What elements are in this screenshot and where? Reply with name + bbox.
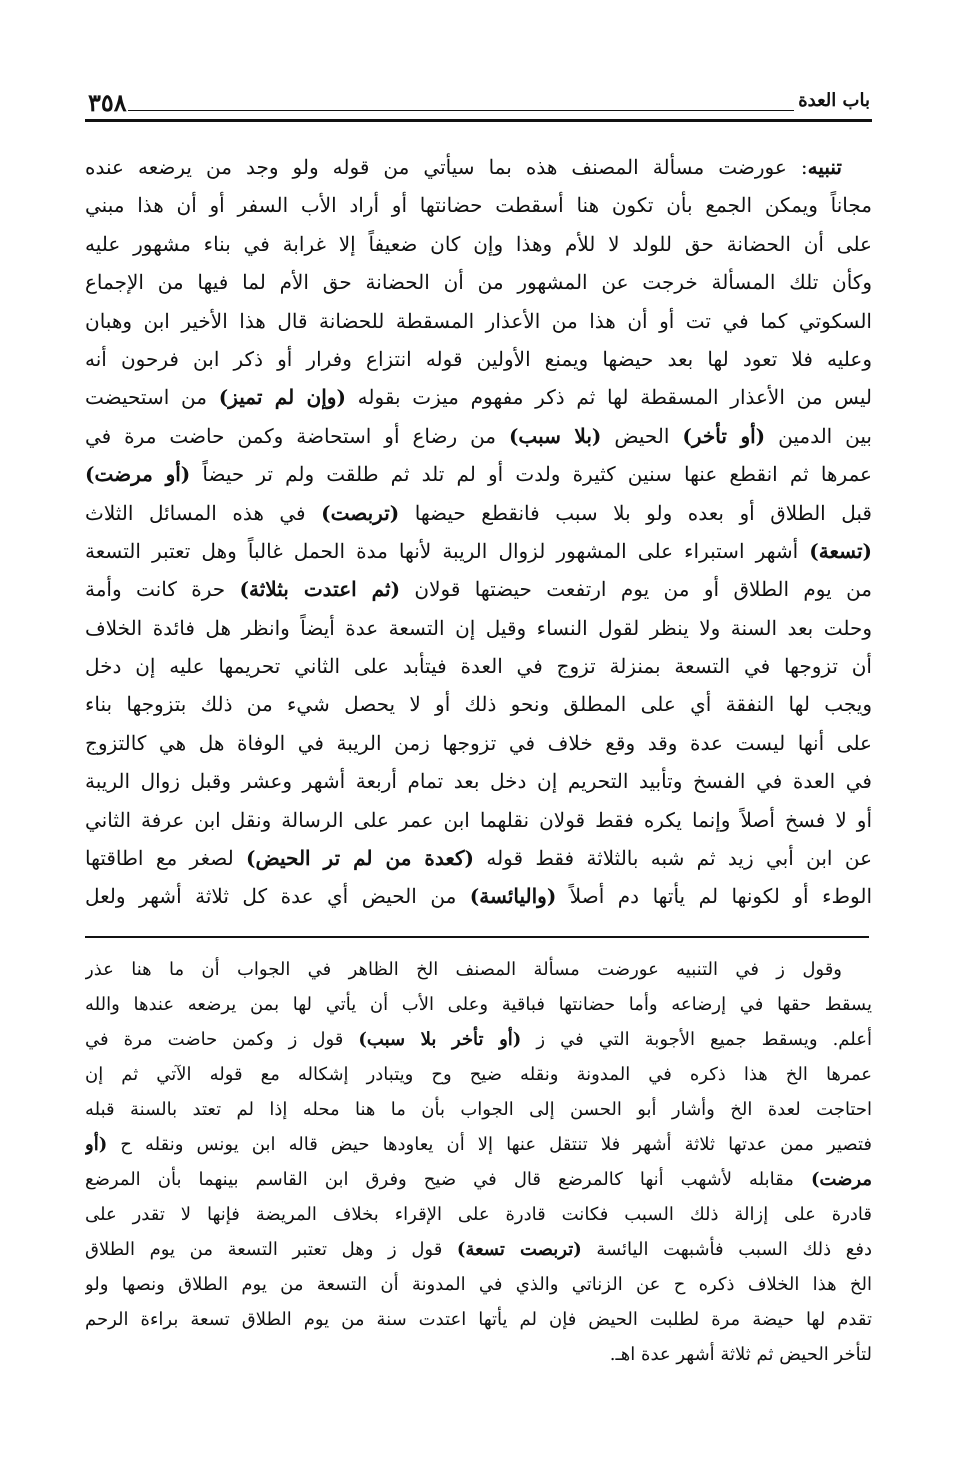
text-run: من رضاع أو استحاضة وكمن حاضت مرة في [85,423,509,448]
bold-quote: مرضت) [810,1169,872,1190]
header-rule-thick [85,119,872,122]
bold-quote: (أو مرضت) [85,462,191,487]
text-run: وقول ز في التنبيه عورضت مسألة المصنف الخ الظاهر في الجواب أن ما هنا عذر [85,959,842,980]
text-run: دفع ذلك السبب فأشبهت اليائسة [581,1239,872,1260]
bold-quote: تنبيه [807,155,842,179]
main-text-line [85,724,872,762]
footnote-line [85,1232,872,1267]
text-run: احتاجت لعدة الخ وأشار أبو الحسن إلى الجواب بأن ما هنا محله إذا لم تعتد بالسنة قبله [85,1099,872,1120]
header-rule-thin [128,110,794,111]
text-run: : عورضت مسألة المصنف هذه بما سيأتي من قوله ولو وجد من يرضعه عنده [85,155,808,179]
text-run: من يوم الطلاق أو من يوم ارتفعت حيضتها قولان [400,577,872,602]
footnote-line [85,1267,872,1302]
bold-quote: (أو تأخر) [682,423,766,448]
main-text-line [85,417,872,455]
main-text-line [85,801,872,839]
text-run: مقابله لأشهب أنها كالمرضع قال في ضيح وفرق ابن القاسم بينهما بأن المرضع [85,1169,811,1190]
text-run: من استحيضت [85,385,219,410]
text-run: وحلت بعد السنة ولا ينظر لقول النساء وقيل إن التسعة عدة أيضاً وانظر هل فائدة الخلاف [85,615,872,640]
bold-quote: (كعدة من لم تر الحيض) [246,846,474,871]
bold-quote: (بلا سبب) [508,423,602,448]
text-run: أن تزوجها في التسعة بمنزلة تزوج في العدة فيتأبد على الثاني تحريمها عليه إن دخل [85,654,872,679]
main-text-line [85,762,872,800]
footnote-line [85,952,872,987]
main-text-line [85,455,872,493]
main-text-line [85,877,872,915]
footnote-line [85,1302,872,1337]
footnote-line [85,1057,872,1092]
text-run: وعليه فلا تعود لها بعد حيضها ويمنع الأولين قوله انتزاع وفرار أو ذكر ابن فرحون أنه [85,346,872,371]
main-text [85,148,872,916]
text-run: ويجب لها النفقة أي على المطلق ونحو ذلك أو لا يحصل شيء من ذلك بتزوجها بناء [85,692,872,717]
text-run: حرة كانت وأمة [85,577,240,602]
text-run: بين الدمين [765,423,872,448]
main-text-line [85,225,872,263]
chapter-title: باب العدة [798,90,870,111]
text-run: لتأخر الحيض ثم ثلاثة أشهر عدة اهـ. [609,1344,872,1365]
footnote-line [85,1162,872,1197]
footnote-line [85,1022,872,1057]
bold-quote: (تسعة) [809,538,872,563]
text-run: قبل الطلاق أو بعده ولو بلا سبب فانقطع حيضها [399,500,872,525]
main-text-line [85,263,872,301]
text-run: الخ هذا الخلاف ذكره ح عن الزناتي والذي في المدونة أن التسعة من يوم الطلاق ونصها ولو [85,1274,872,1295]
text-run: أعلم. ويسقط جميع الأجوبة التي في ز [521,1029,872,1050]
text-run: من الحيض أي عدة كل ثلاثة أشهر ولعل [85,884,470,909]
bold-quote: (أو [85,1134,108,1155]
main-text-line [85,839,872,877]
footnote-line [85,1092,872,1127]
footnote-text [85,952,872,1372]
text-run: عمرها الخ هذا ذكره في المدونة ونقله ضيح وح ويتبادر إشكاله مع قوله الآتي ثم إن [85,1064,872,1085]
text-run: قول ز وكمن حاضت مرة في [85,1029,359,1050]
footnote-line [85,1197,872,1232]
text-run: مجاناً ويمكن الجمع بأن تكون هنا أسقطت حضانتها أو أراد الأب السفر أو أن هذا مبني [85,193,872,218]
main-text-line [85,302,872,340]
text-run: على أنها ليست عدة وقد وقع خلاف في تزوجها زمن الريبة في الوفاة هل هي كالتزوج [85,730,872,755]
text-run: لصغر مع اطاقتها [85,846,247,871]
text-run: أشهر استبراء على المشهور لزوال الريبة لأنها مدة الحمل غالباً وهل تعتبر التسعة [85,538,810,563]
text-run: قادرة على إزالة ذلك السبب فكانت قادرة على الإقراء بخلاف المريضة فإنها لا تقدر على [85,1204,872,1225]
footnote-line [85,1337,872,1372]
text-run: الحيض [601,423,683,448]
main-text-line [85,186,872,224]
main-text-line [85,609,872,647]
text-run: في هذه المسائل الثلاث [85,500,322,525]
text-run: عمرها ثم انقطع عنها سنين كثيرة ولدت أو لم تلد ثم طلقت ولم تر حيضاً [190,462,872,487]
text-run: وكأن تلك المسألة خرجت عن المشهور من أن الحضانة حق الأم لما فيها من الإجماع [85,270,872,295]
footnote-line [85,1127,872,1162]
text-run: قول ز وهل تعتبر التسعة من يوم الطلاق [85,1239,457,1260]
main-text-line [85,570,872,608]
text-run: فتصير ممن عدتها ثلاثة أشهر فلا تنتقل عنها إلا أن يعاودها حيض قاله ابن يونس ونقله ح [107,1134,872,1155]
bold-quote: (تربصت تسعة) [456,1239,582,1260]
bold-quote: (وإن لم تميز) [218,385,346,410]
text-run: يسقط حقها في إرضاعه وأما حضانتها فباقية وعلى الأب أن يأتي لها بمن يرضعه عندها والله [85,994,872,1015]
text-run: على أن الحضانة حق للولد لا للأم وهذا وإن كان ضعيفاً إلا غرابة في بناء مشهور عليه [85,231,872,256]
main-text-line [85,685,872,723]
bold-quote: (تربصت) [321,500,400,525]
footnote-separator [85,936,869,938]
text-run: ليس من الأعذار المسقطة لها ثم ذكر مفهوم ميزت بقوله [345,385,872,410]
main-text-line [85,647,872,685]
footnote-line [85,987,872,1022]
main-text-line [85,378,872,416]
main-text-line [85,340,872,378]
bold-quote: (أو تأخر بلا سبب) [358,1029,522,1050]
bold-quote: (ثم اعتدت بثلاثة) [239,577,401,602]
main-text-line [85,494,872,532]
text-run: السكوتي كما في تت أو أن هذا من الأعذار المسقطة للحضانة قال هذا الأخير ابن وهبان [85,308,872,333]
page-number: ٣٥٨ [88,88,127,117]
text-run: أو لا فسخ أصلاً وإنما يكره فقط قولان نقلهما ابن عمر على الرسالة ونقل ابن عرفة الثاني [85,807,872,832]
main-text-line [85,148,872,186]
text-run: في العدة في الفسخ وتأبيد التحريم إن دخل بعد تمام أربعة أشهر وعشر وقبل زوال الريبة [85,769,872,794]
text-run: تقدم لها حيضة مرة لطلبت الحيض فإن لم يأتها اعتدت سنة من يوم الطلاق تسعة براءة الرحم [85,1309,872,1330]
main-text-line [85,532,872,570]
bold-quote: (واليائسة) [469,884,557,909]
text-run: الوطء أو لكونها لم يأتها دم أصلاً [556,884,872,909]
text-run: عن ابن أبي زيد ثم شبه بالثلاثة فقط قوله [474,846,872,871]
